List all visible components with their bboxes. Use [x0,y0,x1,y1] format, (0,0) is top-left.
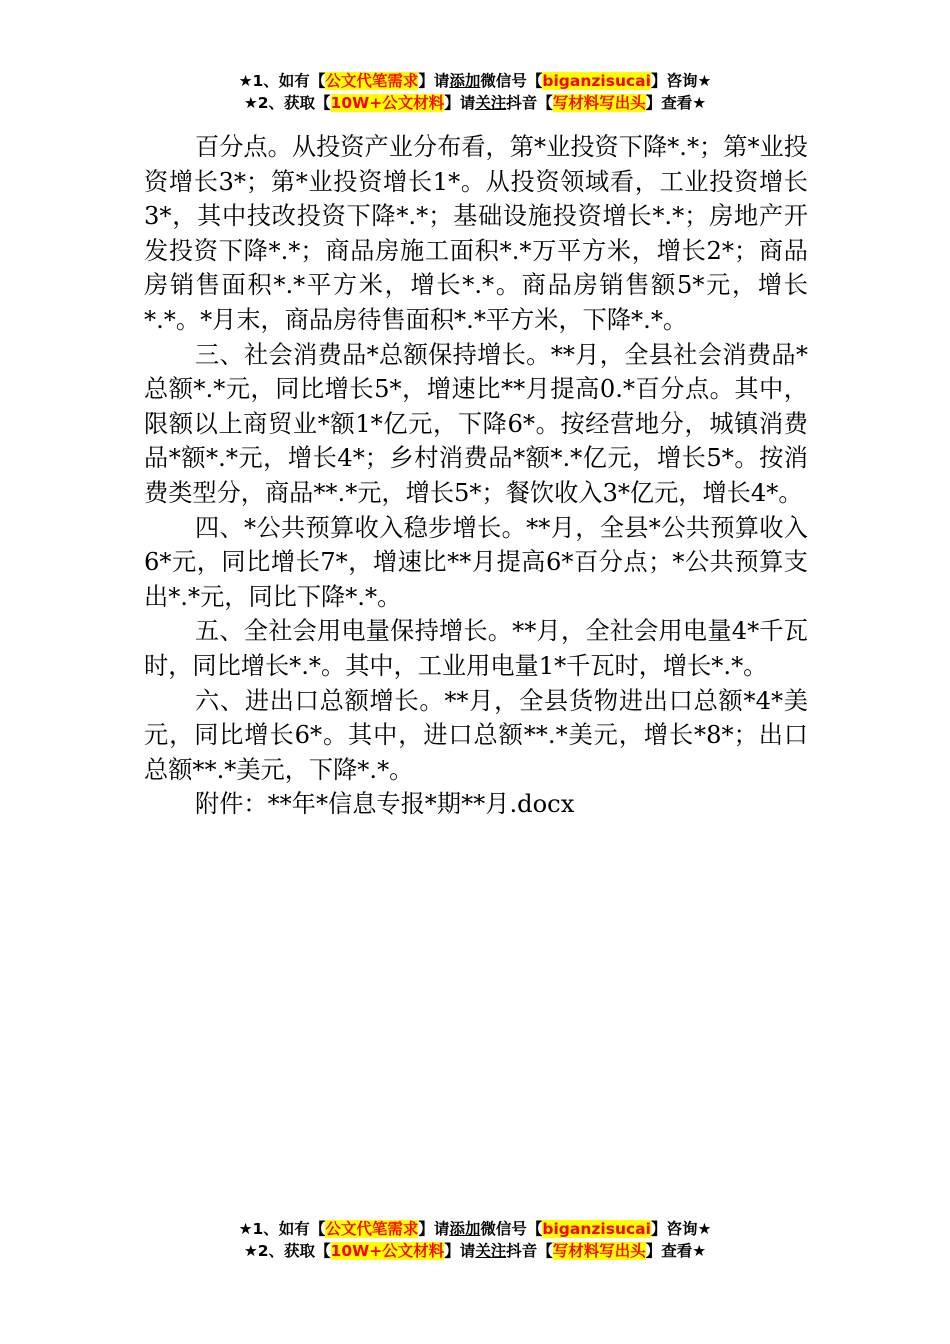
promo-line-2 [0,1240,950,1262]
footer-promo-banner [0,1218,950,1262]
promo-text: 】请 [418,72,450,90]
paragraph-consumer-goods: 三、社会消费品*总额保持增长。**月，全县社会消费品*总额*.*元，同比增长5*，增速比**月提高0.*百分点。其中，限额以上商贸业*额1*亿元，下降6*。按经营地分，城镇消费品*额*.*元，增长4*；乡村消费品*额*.*亿元，增长5*。按消费类型分，商品**.*元，增长5*；餐饮收入3*亿元，增长4*。 [144,340,808,507]
promo-text: ★1、如有 [238,72,310,90]
promo-underlined: 关注 [475,94,507,112]
promo-highlight: 10W+公文材料 [330,94,445,112]
attachment-line: 附件：**年*信息专报*期**月.docx [195,790,575,819]
promo-text: 】咨询★ [650,1220,712,1238]
paragraph-electricity: 五、全社会用电量保持增长。**月，全社会用电量4*千瓦时，同比增长*.*。其中，工业用电量1*千瓦时，增长*.*。 [144,617,808,680]
paragraph-import-export: 六、进出口总额增长。**月，全县货物进出口总额*4*美元，同比增长6*。其中，进口总额**.*美元，增长*8*；出口总额**.*美元，下降*.*。 [144,686,808,784]
promo-line-1 [0,1218,950,1240]
promo-highlight: 公文代笔需求 [325,1220,419,1238]
promo-text: ★1、如有 [238,1220,310,1238]
promo-text: ★2、获取【 [243,94,331,112]
promo-text: 】请 [444,94,476,112]
promo-text: 】查看★ [645,1242,707,1260]
promo-line-1 [0,70,950,92]
promo-line-2 [0,92,950,114]
promo-text: 】咨询★ [650,72,712,90]
promo-text: 】查看★ [645,94,707,112]
header-promo-banner [0,70,950,114]
promo-text: 】请 [444,1242,476,1260]
promo-text: 】请 [418,1220,450,1238]
promo-text: 抖音【 [506,94,553,112]
promo-highlight: 公文代笔需求 [325,72,419,90]
promo-text: 微信号【 [480,72,543,90]
promo-underlined: 添加 [449,1220,481,1238]
promo-wechat-id: biganzisucai [542,1220,651,1238]
promo-text: ★2、获取【 [243,1242,331,1260]
promo-underlined: 添加 [449,72,481,90]
promo-douyin-name: 写材料写出头 [552,1242,646,1260]
promo-text: 【 [309,1220,326,1238]
paragraph-investment: 百分点。从投资产业分布看，第*业投资下降*.*；第*业投资增长3*；第*业投资增长1*。从投资领域看，工业投资增长3*，其中技改投资下降*.*；基础设施投资增长*.*；房地产开发投资下降*.*；商品房施工面积*.*万平方米，增长2*；商品房销售面积*.*平方米，增长*.*。商品房销售额5*元，增长*.*。*月末，商品房待售面积*.*平方米，下降*.*。 [144,133,808,334]
promo-text: 【 [309,72,326,90]
promo-wechat-id: biganzisucai [542,72,651,90]
paragraph-public-budget: 四、*公共预算收入稳步增长。**月，全县*公共预算收入6*元，同比增长7*，增速比**月提高6*百分点；*公共预算支出*.*元，同比下降*.*。 [144,513,808,611]
promo-text: 抖音【 [506,1242,553,1260]
promo-underlined: 关注 [475,1242,507,1260]
promo-highlight: 10W+公文材料 [330,1242,445,1260]
document-body [144,130,808,822]
promo-text: 微信号【 [480,1220,543,1238]
promo-douyin-name: 写材料写出头 [552,94,646,112]
